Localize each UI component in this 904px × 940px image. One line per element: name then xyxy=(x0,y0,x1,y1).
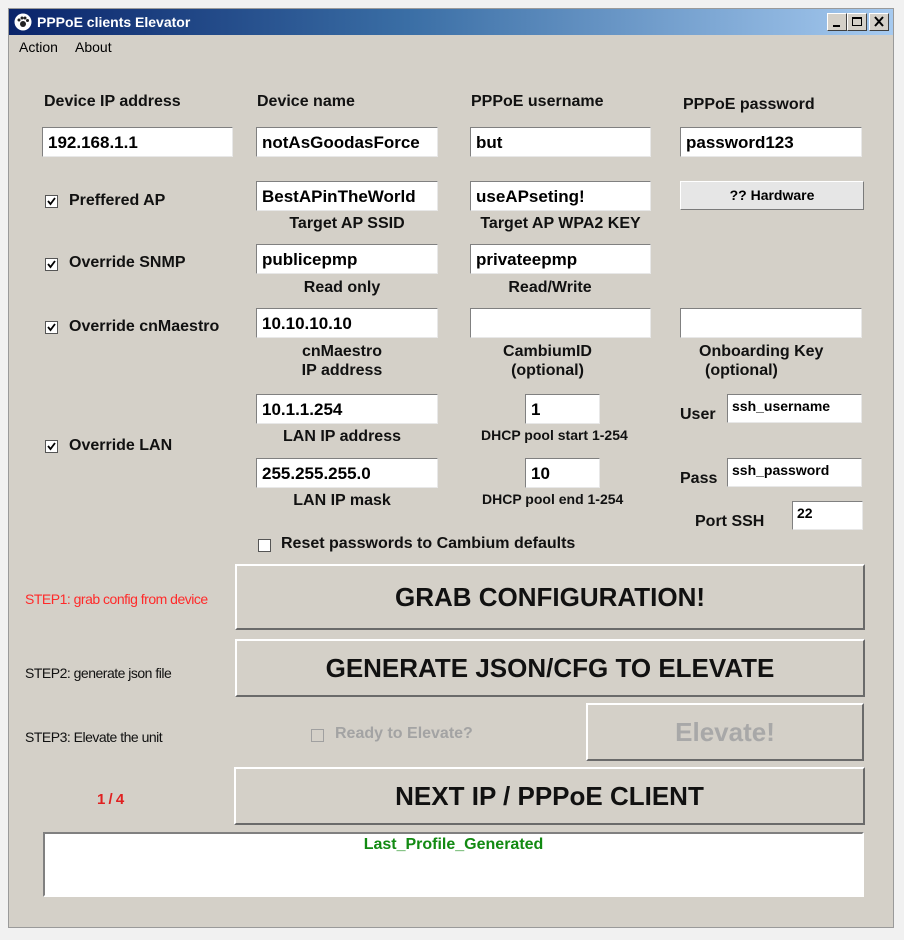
hardware-button[interactable]: ?? Hardware xyxy=(680,181,864,210)
snmp-read-write-input[interactable]: privateepmp xyxy=(470,244,651,274)
ready-to-elevate-checkbox[interactable] xyxy=(311,729,324,742)
lan-ip-label: LAN IP address xyxy=(283,428,401,445)
maximize-button[interactable] xyxy=(847,13,867,31)
output-box xyxy=(43,832,864,897)
device-ip-header: Device IP address xyxy=(44,93,181,110)
client-counter xyxy=(97,791,124,808)
onboarding-key-label-line2: (optional) xyxy=(705,362,778,379)
app-window xyxy=(8,8,894,928)
title-bar[interactable] xyxy=(9,9,893,35)
lan-mask-label: LAN IP mask xyxy=(293,492,391,509)
elevate-button[interactable]: Elevate! xyxy=(586,703,864,761)
dhcp-start-label: DHCP pool start 1-254 xyxy=(481,427,628,443)
lan-ip-input[interactable]: 10.1.1.254 xyxy=(256,394,438,424)
menu-about[interactable]: About xyxy=(75,39,112,55)
ssh-user-label: User xyxy=(680,406,716,423)
step1-label xyxy=(25,591,208,607)
override-snmp-checkbox[interactable] xyxy=(45,258,58,271)
checkmark-icon xyxy=(46,322,57,333)
ssh-user-input[interactable]: ssh_username xyxy=(727,394,862,423)
output-text: Last_Profile_Generated xyxy=(363,836,544,853)
device-name-header: Device name xyxy=(257,93,355,110)
target-ap-ssid-label: Target AP SSID xyxy=(289,215,405,232)
cnmaestro-ip-input[interactable]: 10.10.10.10 xyxy=(256,308,438,338)
target-ap-ssid-input[interactable]: BestAPinTheWorld xyxy=(256,181,438,211)
device-name-input[interactable]: notAsGoodasForce xyxy=(256,127,438,157)
onboarding-key-label xyxy=(699,342,859,380)
cambium-id-input[interactable] xyxy=(470,308,651,338)
minimize-icon xyxy=(828,14,846,30)
snmp-read-only-label: Read only xyxy=(303,279,381,296)
override-snmp-label: Override SNMP xyxy=(69,254,186,271)
app-paw-icon xyxy=(14,13,32,31)
grab-configuration-button[interactable]: GRAB CONFIGURATION! xyxy=(235,564,865,630)
minimize-button[interactable] xyxy=(827,13,847,31)
cnmaestro-ip-label xyxy=(256,342,428,380)
cnmaestro-ip-label-line2: IP address xyxy=(301,362,383,379)
pppoe-username-header: PPPoE username xyxy=(471,93,604,110)
client-counter-text: 1 / 4 xyxy=(97,791,124,808)
onboarding-key-input[interactable] xyxy=(680,308,862,338)
snmp-read-only-input[interactable]: publicepmp xyxy=(256,244,438,274)
ssh-port-input[interactable]: 22 xyxy=(792,501,863,530)
device-ip-input[interactable]: 192.168.1.1 xyxy=(42,127,233,157)
maximize-icon xyxy=(848,14,866,30)
dhcp-end-input[interactable]: 10 xyxy=(525,458,600,488)
reset-passwords-label: Reset passwords to Cambium defaults xyxy=(281,535,576,552)
dhcp-start-input[interactable]: 1 xyxy=(525,394,600,424)
reset-passwords-checkbox[interactable] xyxy=(258,539,271,552)
step1-text: STEP1: grab config from device xyxy=(25,591,208,607)
dhcp-end-label: DHCP pool end 1-254 xyxy=(482,491,624,507)
onboarding-key-label-line1: Onboarding Key xyxy=(699,343,824,360)
cambium-id-label-line1: CambiumID xyxy=(503,343,592,360)
pppoe-username-input[interactable]: but xyxy=(470,127,651,157)
ssh-pass-label: Pass xyxy=(680,470,718,487)
ssh-pass-input[interactable]: ssh_password xyxy=(727,458,862,487)
override-cnmaestro-checkbox[interactable] xyxy=(45,321,58,334)
target-ap-key-label: Target AP WPA2 KEY xyxy=(480,215,641,232)
close-button[interactable] xyxy=(869,13,889,31)
snmp-read-write-label: Read/Write xyxy=(508,279,592,296)
generate-json-button[interactable]: GENERATE JSON/CFG TO ELEVATE xyxy=(235,639,865,697)
ready-to-elevate-label: Ready to Elevate? xyxy=(335,725,473,742)
ssh-port-label: Port SSH xyxy=(695,513,765,530)
cnmaestro-ip-label-line1: cnMaestro xyxy=(301,343,383,360)
checkmark-icon xyxy=(46,259,57,270)
target-ap-key-input[interactable]: useAPseting! xyxy=(470,181,651,211)
window-title: PPPoE clients Elevator xyxy=(37,14,191,30)
lan-mask-input[interactable]: 255.255.255.0 xyxy=(256,458,438,488)
override-lan-checkbox[interactable] xyxy=(45,440,58,453)
checkmark-icon xyxy=(46,196,57,207)
pppoe-password-header: PPPoE password xyxy=(683,96,815,113)
next-client-button[interactable]: NEXT IP / PPPoE CLIENT xyxy=(234,767,865,825)
cambium-id-label xyxy=(470,342,625,380)
override-cnmaestro-label: Override cnMaestro xyxy=(69,318,220,335)
step3-label: STEP3: Elevate the unit xyxy=(25,729,163,745)
preferred-ap-label: Preffered AP xyxy=(69,192,166,209)
step2-label: STEP2: generate json file xyxy=(25,665,172,681)
close-icon xyxy=(870,14,888,30)
menu-action[interactable]: Action xyxy=(19,39,58,55)
cambium-id-label-line2: (optional) xyxy=(511,362,584,379)
checkmark-icon xyxy=(46,441,57,452)
pppoe-password-input[interactable]: password123 xyxy=(680,127,862,157)
preferred-ap-checkbox[interactable] xyxy=(45,195,58,208)
override-lan-label: Override LAN xyxy=(69,437,173,454)
